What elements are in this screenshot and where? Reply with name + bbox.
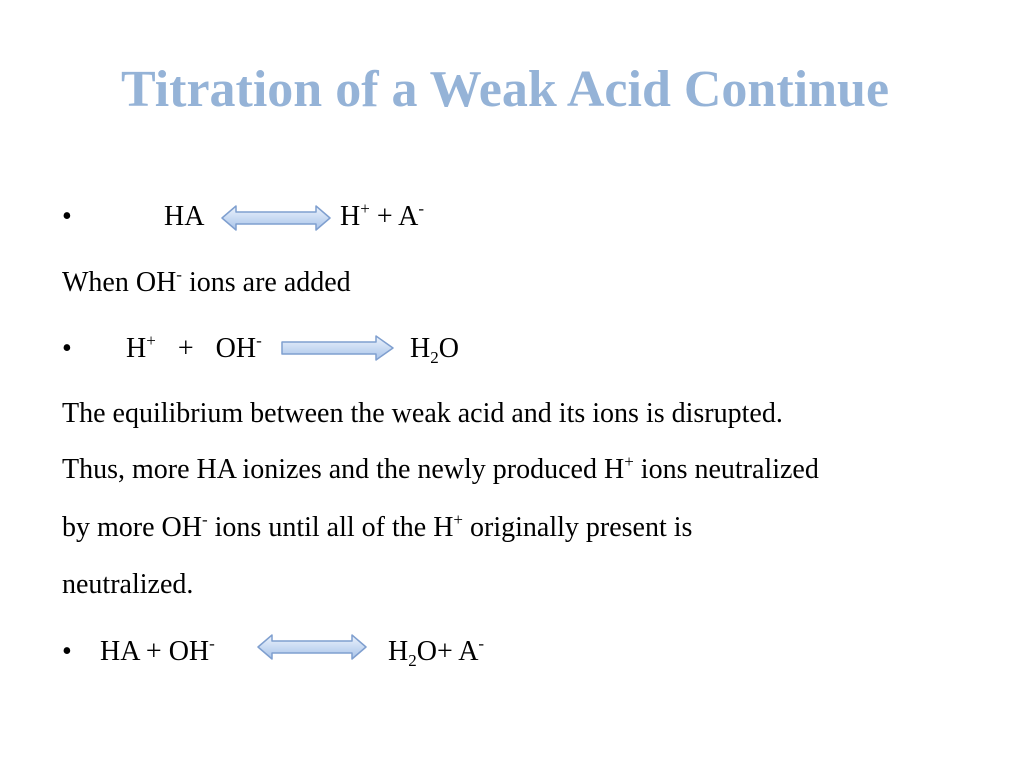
para-line-2: Thus, more HA ionizes and the newly produced H+ ions neutralized (62, 452, 819, 485)
equilibrium-arrow-icon (256, 632, 368, 662)
bullet-eq1: • (62, 201, 72, 232)
eq3-products: $H_2O+ A^-$ (388, 634, 485, 670)
bullet-eq3: • (62, 636, 72, 667)
slide-title: Titration of a Weak Acid Continue (120, 61, 890, 118)
eq3-reactants: HA + OH- (100, 634, 215, 667)
eq1-reactant: HA (164, 201, 205, 232)
equilibrium-arrow-icon (220, 203, 332, 233)
forward-arrow-icon (280, 333, 396, 363)
bullet-eq2: • (62, 333, 72, 364)
para-line-1: The equilibrium between the weak acid and its ions is disrupted. (62, 398, 783, 429)
eq1-products: H+ + A- (340, 199, 424, 232)
eq2-product: $H_2O$ (410, 333, 459, 367)
note-oh-added: When OH- ions are added (62, 265, 351, 298)
para-line-3: by more OH- ions until all of the H+ originally present is (62, 510, 693, 543)
para-line-4: neutralized. (62, 569, 194, 600)
eq2-reactants: H+ + OH- (126, 331, 262, 364)
